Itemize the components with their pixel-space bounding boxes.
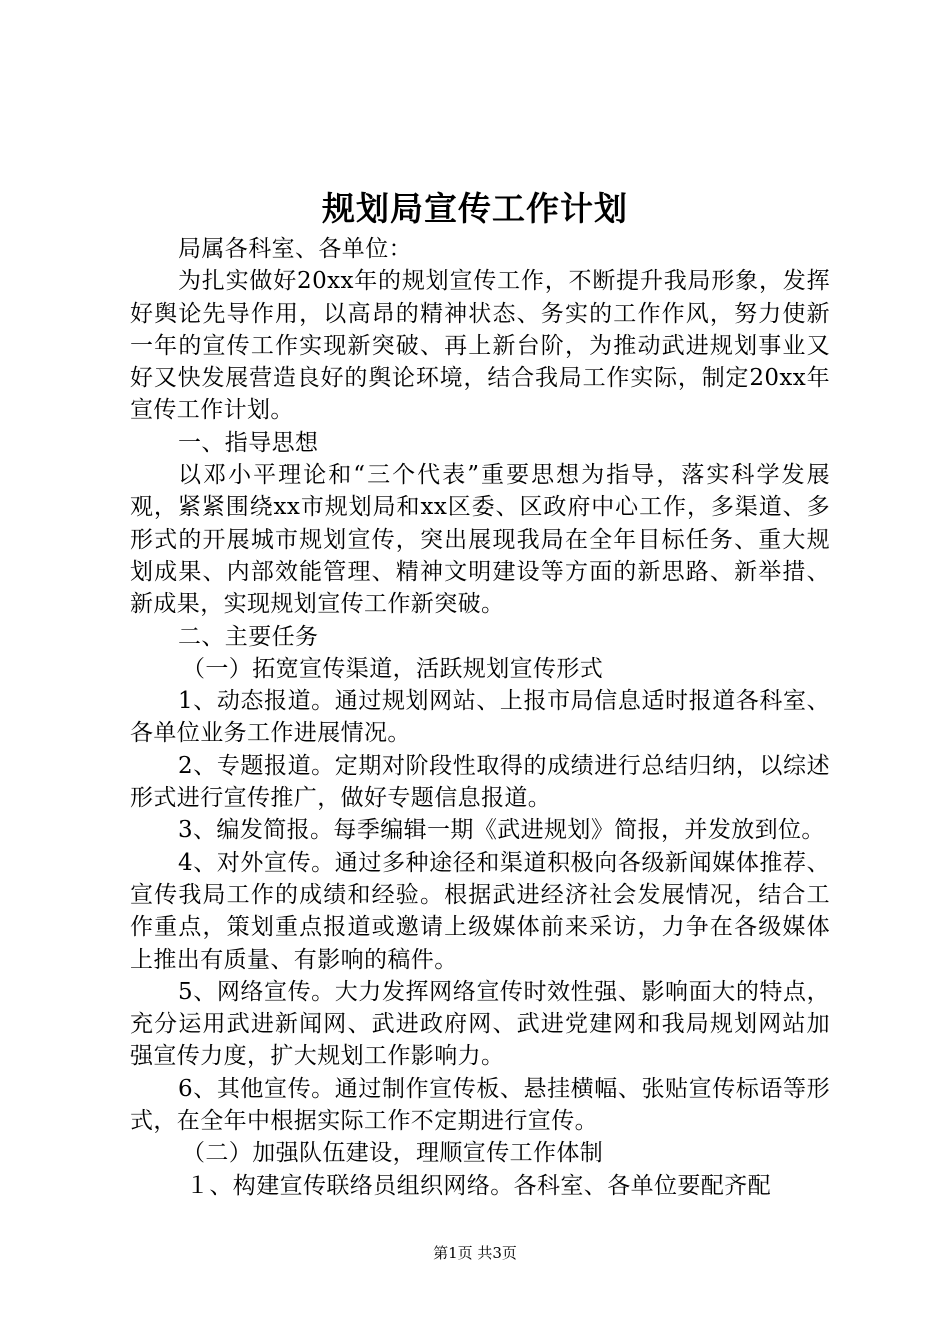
subsection-heading-1: （一）拓宽宣传渠道，活跃规划宣传形式 — [182, 655, 604, 682]
task-item-5: 5、网络宣传。大力发挥网络宣传时效性强、影响面大的特点，充分运用武进新闻网、武进政府网、武进党建网和我局规划网站加强宣传力度，扩大规划工作影响力。 — [130, 978, 830, 1070]
subsection-heading-2: （二）加强队伍建设，理顺宣传工作体制 — [182, 1140, 604, 1167]
intro-paragraph: 为扎实做好20xx年的规划宣传工作，不断提升我局形象，发挥好舆论先导作用，以高昂的精神状态、务实的工作作风，努力使新一年的宣传工作实现新突破、再上新台阶，为推动武进规划事业又好又快发展营造良好的舆论环境，结合我局工作实际，制定20xx年宣传工作计划。 — [130, 268, 830, 424]
task-item-1: 1、动态报道。通过规划网站、上报市局信息适时报道各科室、各单位业务工作进展情况。 — [130, 688, 830, 747]
section-heading-main-tasks: 二、主要任务 — [178, 623, 319, 650]
team-item-1: １、构建宣传联络员组织网络。各科室、各单位要配齐配 — [186, 1172, 771, 1199]
document-body — [130, 233, 830, 1202]
salutation: 局属各科室、各单位： — [178, 236, 412, 262]
task-item-4: 4、对外宣传。通过多种途径和渠道积极向各级新闻媒体推荐、宣传我局工作的成绩和经验。根据武进经济社会发展情况，结合工作重点，策划重点报道或邀请上级媒体前来采访，力争在各级媒体上推出有质量、有影响的稿件。 — [130, 849, 830, 973]
guiding-ideology-paragraph: 以邓小平理论和“三个代表”重要思想为指导，落实科学发展观，紧紧围绕xx市规划局和xx区委、区政府中心工作，多渠道、多形式的开展城市规划宣传，突出展现我局在全年目标任务、重大规划成果、内部效能管理、精神文明建设等方面的新思路、新举措、新成果，实现规划宣传工作新突破。 — [130, 462, 830, 618]
task-item-3: 3、编发简报。每季编辑一期《武进规划》简报，并发放到位。 — [178, 817, 825, 844]
task-item-2: 2、专题报道。定期对阶段性取得的成绩进行总结归纳，以综述形式进行宣传推广，做好专题信息报道。 — [130, 752, 830, 812]
task-item-6: 6、其他宣传。通过制作宣传板、悬挂横幅、张贴宣传标语等形式，在全年中根据实际工作不定期进行宣传。 — [130, 1075, 830, 1135]
page-footer: 第1页 共3页 — [433, 1244, 517, 1262]
document-title: 规划局宣传工作计划 — [322, 189, 628, 228]
section-heading-guiding-ideology: 一、指导思想 — [178, 429, 319, 456]
